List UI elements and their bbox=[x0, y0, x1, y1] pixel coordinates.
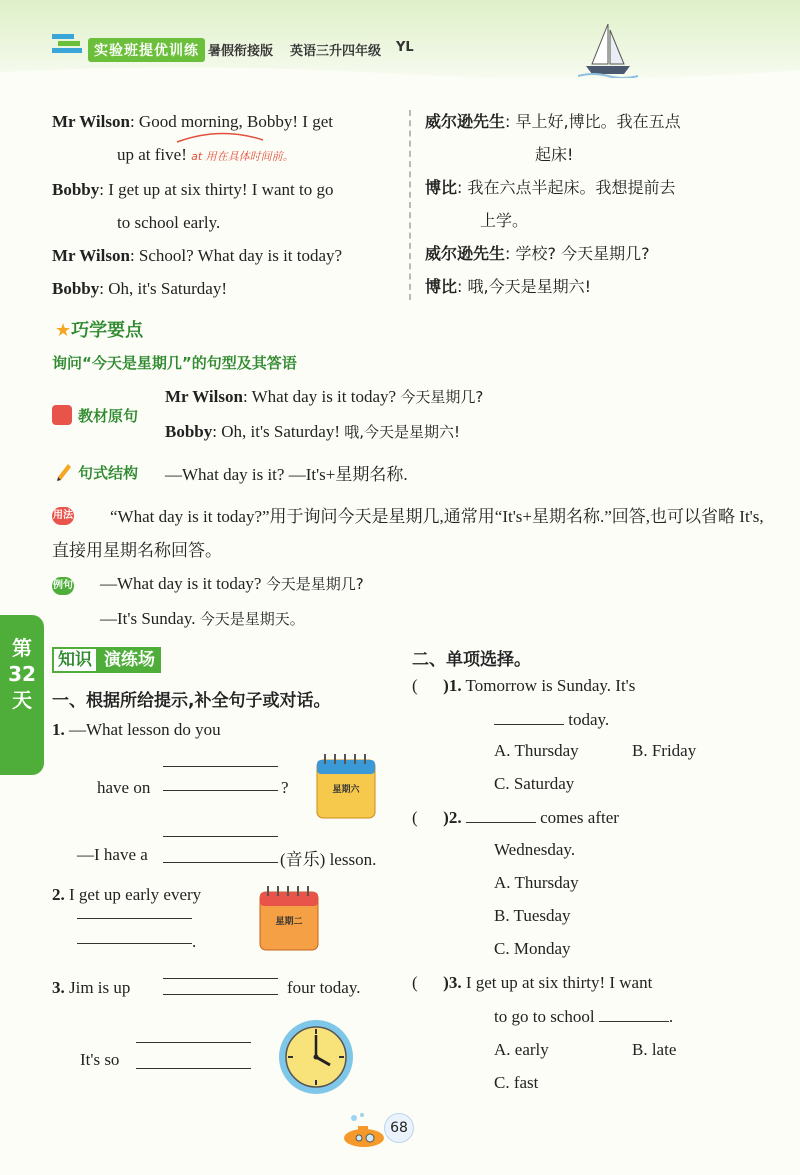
question-number: )3. bbox=[443, 973, 462, 992]
answer-paren[interactable]: ( bbox=[412, 676, 418, 695]
answer-line[interactable] bbox=[163, 790, 278, 791]
question-text: ? bbox=[281, 778, 289, 797]
clock-icon bbox=[277, 1018, 355, 1096]
dialogue-line bbox=[425, 204, 765, 237]
pencil-icon bbox=[54, 461, 74, 481]
version-code: YL bbox=[396, 40, 414, 55]
answer-paren[interactable]: ( bbox=[412, 973, 418, 992]
question-text: Wednesday. bbox=[494, 840, 576, 859]
usage-text: “What day is it today?”用于询问今天是星期几,通常用“It's+星期名称.”回答,也可以省略 It's,直接用星期名称回答。 bbox=[52, 507, 764, 560]
calendar-tuesday-icon bbox=[258, 884, 320, 952]
dialogue-line: Bobby: Oh, it's Saturday! bbox=[52, 279, 227, 298]
question-number: )2. bbox=[443, 808, 462, 827]
day-tab-text: 天 bbox=[12, 688, 32, 712]
book-icon bbox=[52, 405, 72, 425]
dialogue-text: 哦,今天是星期六! bbox=[467, 277, 592, 296]
speaker-name: 博比 bbox=[425, 277, 458, 296]
dialogue-line bbox=[52, 206, 400, 239]
answer-line[interactable] bbox=[136, 1042, 251, 1043]
dialogue-text: 起床! bbox=[535, 145, 574, 164]
sentence-en: Oh, it's Saturday! bbox=[221, 422, 340, 441]
structure-label: 句式结构 bbox=[78, 464, 139, 482]
grade-label: 英语三升四年级 bbox=[290, 44, 382, 59]
question-number: 3. bbox=[52, 978, 65, 997]
answer-paren[interactable]: ( bbox=[412, 808, 418, 827]
option-a[interactable]: A. Thursday bbox=[494, 741, 579, 760]
speaker-name: Mr Wilson bbox=[52, 246, 130, 265]
option-b[interactable]: B. Friday bbox=[632, 741, 697, 760]
question-text: I get up early every bbox=[69, 885, 202, 904]
dialogue-text: 早上好,博比。我在五点 bbox=[515, 112, 681, 131]
sentence-cn: 今天是星期天。 bbox=[199, 610, 305, 628]
practice-title-a: 知识 bbox=[52, 647, 98, 673]
speaker-name: 博比 bbox=[425, 178, 458, 197]
answer-line[interactable] bbox=[163, 836, 278, 837]
structure-text: —What day is it? —It's+星期名称. bbox=[165, 465, 408, 484]
day-tab bbox=[0, 615, 44, 775]
option-c[interactable]: C. Monday bbox=[494, 939, 571, 958]
question-3 bbox=[52, 978, 130, 998]
sentence-en: —It's Sunday. bbox=[100, 609, 196, 628]
choice-question-1 bbox=[412, 676, 635, 696]
dialogue-line: 博比: 哦,今天是星期六! bbox=[425, 277, 592, 296]
star-icon: ★ bbox=[55, 320, 72, 341]
question-text: four today. bbox=[287, 978, 361, 997]
dialogue-text: 我在六点半起床。我想提前去 bbox=[467, 178, 676, 197]
dialogue-text: Oh, it's Saturday! bbox=[108, 279, 227, 298]
option-c[interactable]: C. Saturday bbox=[494, 774, 575, 793]
question-text: (音乐) lesson. bbox=[280, 850, 377, 869]
question-number: 2. bbox=[52, 885, 65, 904]
practice-title bbox=[52, 645, 161, 670]
choice-question-3 bbox=[412, 973, 652, 993]
page-header bbox=[0, 0, 800, 88]
sentence-en: What day is it today? bbox=[251, 387, 397, 406]
answer-line[interactable] bbox=[77, 943, 192, 944]
answer-line[interactable] bbox=[136, 1068, 251, 1069]
option-b[interactable]: B. Tuesday bbox=[494, 906, 571, 925]
grammar-note: at 用在具体时间前。 bbox=[191, 150, 294, 163]
dialogue-text: School? What day is it today? bbox=[138, 246, 343, 265]
question-text: comes after bbox=[540, 808, 619, 827]
sentence-cn: 今天是星期几? bbox=[265, 575, 364, 593]
sentence-cn: 哦,今天是星期六! bbox=[344, 423, 461, 441]
submarine-icon bbox=[340, 1112, 388, 1150]
dialogue-line: 威尔逊先生: 学校? 今天星期几? bbox=[425, 244, 650, 263]
dialogue-text: Good morning, Bobby! I get bbox=[138, 112, 333, 131]
dialogue-line bbox=[425, 138, 765, 171]
answer-line[interactable] bbox=[163, 766, 278, 767]
header-wave bbox=[0, 62, 800, 88]
section-title-text: 巧学要点 bbox=[71, 320, 144, 341]
dialogue-line: 博比: 我在六点半起床。我想提前去 bbox=[425, 178, 676, 197]
page-number: 68 bbox=[384, 1113, 414, 1143]
speaker-name: Mr Wilson bbox=[52, 112, 130, 131]
option-b[interactable]: B. late bbox=[632, 1040, 677, 1059]
question-text: today. bbox=[568, 710, 610, 729]
dialogue-line: Mr Wilson: Good morning, Bobby! I get bbox=[52, 112, 333, 131]
choice-question-2 bbox=[412, 807, 619, 828]
textbook-line: Mr Wilson: What day is it today? 今天星期几? bbox=[165, 387, 484, 406]
answer-blank[interactable] bbox=[466, 807, 536, 823]
question-text: . bbox=[192, 932, 197, 951]
question-number: 1. bbox=[52, 720, 65, 739]
dialogue-line: Mr Wilson: School? What day is it today? bbox=[52, 246, 343, 265]
question-text: I get up at six thirty! I want bbox=[465, 973, 653, 992]
answer-line[interactable] bbox=[163, 994, 278, 995]
note-arc bbox=[175, 130, 265, 144]
sentence-cn: 今天星期几? bbox=[400, 388, 484, 406]
option-a[interactable]: A. early bbox=[494, 1040, 549, 1059]
dialogue-text: to school early. bbox=[117, 213, 221, 232]
speaker-name: 威尔逊先生 bbox=[425, 244, 506, 263]
answer-blank[interactable] bbox=[599, 1006, 669, 1022]
dialogue-text: 上学。 bbox=[480, 211, 529, 230]
question-text: Jim is up bbox=[69, 978, 131, 997]
calendar-saturday-icon bbox=[315, 752, 377, 820]
question-2 bbox=[52, 885, 201, 905]
sailboat-icon bbox=[578, 18, 638, 78]
dialogue-line: Bobby: I get up at six thirty! I want to go bbox=[52, 180, 334, 199]
edition-label: 暑假衔接版 bbox=[208, 44, 274, 59]
textbook-line: Bobby: Oh, it's Saturday! 哦,今天是星期六! bbox=[165, 422, 461, 441]
question-1 bbox=[52, 720, 221, 740]
section-title bbox=[55, 316, 143, 342]
question-text: —What lesson do you bbox=[69, 720, 221, 739]
part1-title: 一、根据所给提示,补全句子或对话。 bbox=[52, 691, 331, 711]
calendar-label: 星期二 bbox=[275, 917, 303, 927]
question-text: Tomorrow is Sunday. It's bbox=[465, 676, 636, 695]
question-text: —I have a bbox=[77, 845, 148, 864]
question-text: have on bbox=[97, 778, 151, 797]
option-c[interactable]: C. fast bbox=[494, 1073, 539, 1092]
dialogue-line: 威尔逊先生: 早上好,博比。我在五点 bbox=[425, 112, 681, 131]
dialogue-text: 学校? 今天星期几? bbox=[515, 244, 650, 263]
sentence-en: —What day is it today? bbox=[100, 574, 262, 593]
dialogue-text: I get up at six thirty! I want to go bbox=[108, 180, 334, 199]
usage-badge: 用法 bbox=[52, 507, 74, 525]
series-title: 实验班提优训练 bbox=[88, 38, 205, 62]
answer-line[interactable] bbox=[163, 978, 278, 979]
answer-line[interactable] bbox=[77, 918, 192, 919]
option-a[interactable]: A. Thursday bbox=[494, 873, 579, 892]
example-line bbox=[100, 608, 305, 629]
column-divider bbox=[409, 110, 411, 300]
speaker-name: Bobby bbox=[52, 279, 100, 298]
question-text: to go to school bbox=[494, 1007, 595, 1026]
dialogue-text: up at five! bbox=[117, 145, 187, 164]
speaker-name: Mr Wilson bbox=[165, 387, 243, 406]
question-text bbox=[494, 709, 609, 730]
speaker-name: 威尔逊先生 bbox=[425, 112, 506, 131]
question-text: It's so bbox=[80, 1050, 120, 1069]
part2-title: 二、单项选择。 bbox=[412, 650, 531, 670]
practice-title-b: 演练场 bbox=[98, 647, 161, 673]
calendar-label: 星期六 bbox=[332, 785, 360, 795]
section-subtitle: 询问“今天是星期几”的句型及其答语 bbox=[52, 354, 297, 372]
day-tab-number: 32 bbox=[8, 662, 36, 686]
day-tab-text: 第 bbox=[12, 636, 32, 660]
question-text: to go to school . bbox=[494, 1007, 674, 1026]
dialogue-chinese bbox=[425, 105, 765, 303]
answer-blank[interactable] bbox=[494, 709, 564, 725]
speaker-name: Bobby bbox=[52, 180, 100, 199]
textbook-label: 教材原句 bbox=[78, 407, 139, 425]
question-number: )1. bbox=[443, 676, 462, 695]
series-logo-icon bbox=[50, 30, 84, 56]
speaker-name: Bobby bbox=[165, 422, 213, 441]
example-badge: 例句 bbox=[52, 577, 74, 595]
answer-line[interactable] bbox=[163, 862, 278, 863]
example-line bbox=[100, 573, 364, 594]
